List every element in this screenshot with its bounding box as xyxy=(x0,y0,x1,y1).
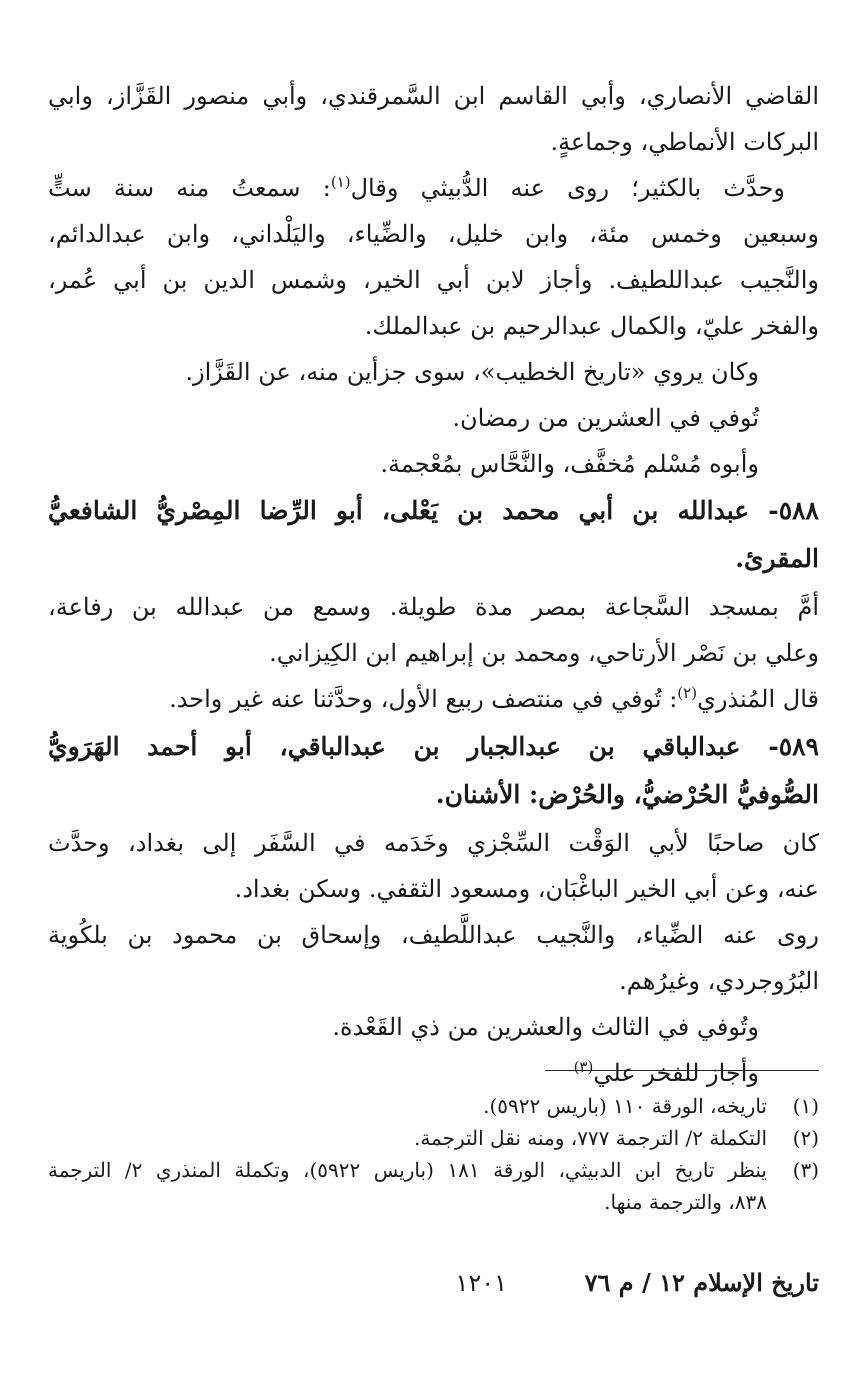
body-line: وعلي بن نَصْر الأرتاحي، ومحمد بن إبراهيم ابن الكِيزاني. xyxy=(269,639,819,667)
footnote-ref: (١) xyxy=(330,173,351,191)
body-line: وتُوفي في الثالث والعشرين من ذي القَعْدة. xyxy=(332,1013,759,1041)
body-line: أمَّ بمسجد السَّجاعة بمصر مدة طويلة. وسمع من عبدالله بن رفاعة، xyxy=(48,593,819,621)
body-line: كان صاحبًا لأبي الوَقْت السِّجْزي وخَدَمه في السَّفَر إلى بغداد، وحدَّث xyxy=(48,829,819,857)
body-line: وأبوه مُسْلم مُخفَّف، والنَّحَّاس بمُعْجمة. xyxy=(380,450,759,478)
footnote xyxy=(48,1090,819,1122)
entry-heading: الصُّوفيُّ الحُرْضيُّ، والحُرْض: الأشنان. xyxy=(435,780,819,809)
body-text: وأجاز للفخر علي xyxy=(593,1059,759,1087)
body-line: وكان يروي «تاريخ الخطيب»، سوى جزأين منه، عن القَزَّاز. xyxy=(185,358,759,386)
page-number: ١٢٠١ xyxy=(455,1269,507,1297)
body-text: قال المُنذري xyxy=(697,685,819,713)
footnote-ref: (٢) xyxy=(677,684,698,702)
body-text: : تُوفي في منتصف ربيع الأول، وحدَّثنا عنه غير واحد. xyxy=(169,685,678,713)
running-footer-title: تاريخ الإسلام ١٢ / م ٧٦ xyxy=(584,1268,819,1297)
footnote xyxy=(48,1154,819,1186)
footnote-text: ينظر تاريخ ابن الدبيثي، الورقة ١٨١ (باريس ٥٩٢٢)، وتكملة المنذري ٢/ الترجمة xyxy=(48,1158,767,1182)
body-text: : سمعتُ منه سنة ستٍّ xyxy=(48,174,331,202)
body-line: والنَّجيب عبداللطيف. وأجاز لابن أبي الخير، وشمس الدين بن أبي عُمر، xyxy=(48,266,819,294)
body-line: عنه، وعن أبي الخير الباغْبَان، ومسعود الثقفي. وسكن بغداد. xyxy=(234,875,819,903)
footnote-number: (٣) xyxy=(792,1158,819,1182)
body-line: وسبعين وخمس مئة، وابن خليل، والضِّياء، واليَلْداني، وابن عبدالدائم، xyxy=(48,220,819,248)
body-line xyxy=(48,676,819,722)
footnote-text: تاريخه، الورقة ١١٠ (باريس ٥٩٢٢). xyxy=(483,1094,767,1118)
body-line: روى عنه الضِّياء، والنَّجيب عبداللَّطيف، وإسحاق بن محمود بن بلكُوية xyxy=(48,921,819,949)
body-text: وحدَّث بالكثير؛ روى عنه الدُّبيثي وقال xyxy=(350,174,785,202)
footnote-separator xyxy=(545,1070,819,1071)
body-line: القاضي الأنصاري، وأبي القاسم ابن السَّمرقندي، وأبي منصور القَزَّاز، وابي xyxy=(48,82,819,110)
entry-heading: ٥٨٨- عبدالله بن أبي محمد بن يَعْلى، أبو الرِّضا المِصْريُّ الشافعيُّ xyxy=(48,496,819,525)
page-footer xyxy=(48,1258,819,1308)
footnote-text: ٨٣٨، والترجمة منها. xyxy=(604,1190,767,1214)
footnote-ref: (٣) xyxy=(573,1058,594,1076)
footnote-continuation xyxy=(48,1186,819,1218)
body-line: البركات الأنماطي، وجماعةٍ. xyxy=(550,128,819,156)
entry-heading: ٥٨٩- عبدالباقي بن عبدالجبار بن عبدالباقي، أبو أحمد الهَرَويُّ xyxy=(48,732,819,761)
body-line: البُرُوجردي، وغيرُهم. xyxy=(619,967,819,995)
body-line xyxy=(48,165,819,211)
footnote xyxy=(48,1122,819,1154)
footnote-number: (١) xyxy=(792,1094,819,1118)
footnote-text: التكملة ٢/ الترجمة ٧٧٧، ومنه نقل الترجمة. xyxy=(413,1126,767,1150)
body-line: تُوفي في العشرين من رمضان. xyxy=(452,404,759,432)
body-line: والفخر عليّ، والكمال عبدالرحيم بن عبدالملك. xyxy=(364,312,819,340)
entry-heading: المقرئ. xyxy=(735,544,819,573)
footnote-number: (٢) xyxy=(792,1126,819,1150)
